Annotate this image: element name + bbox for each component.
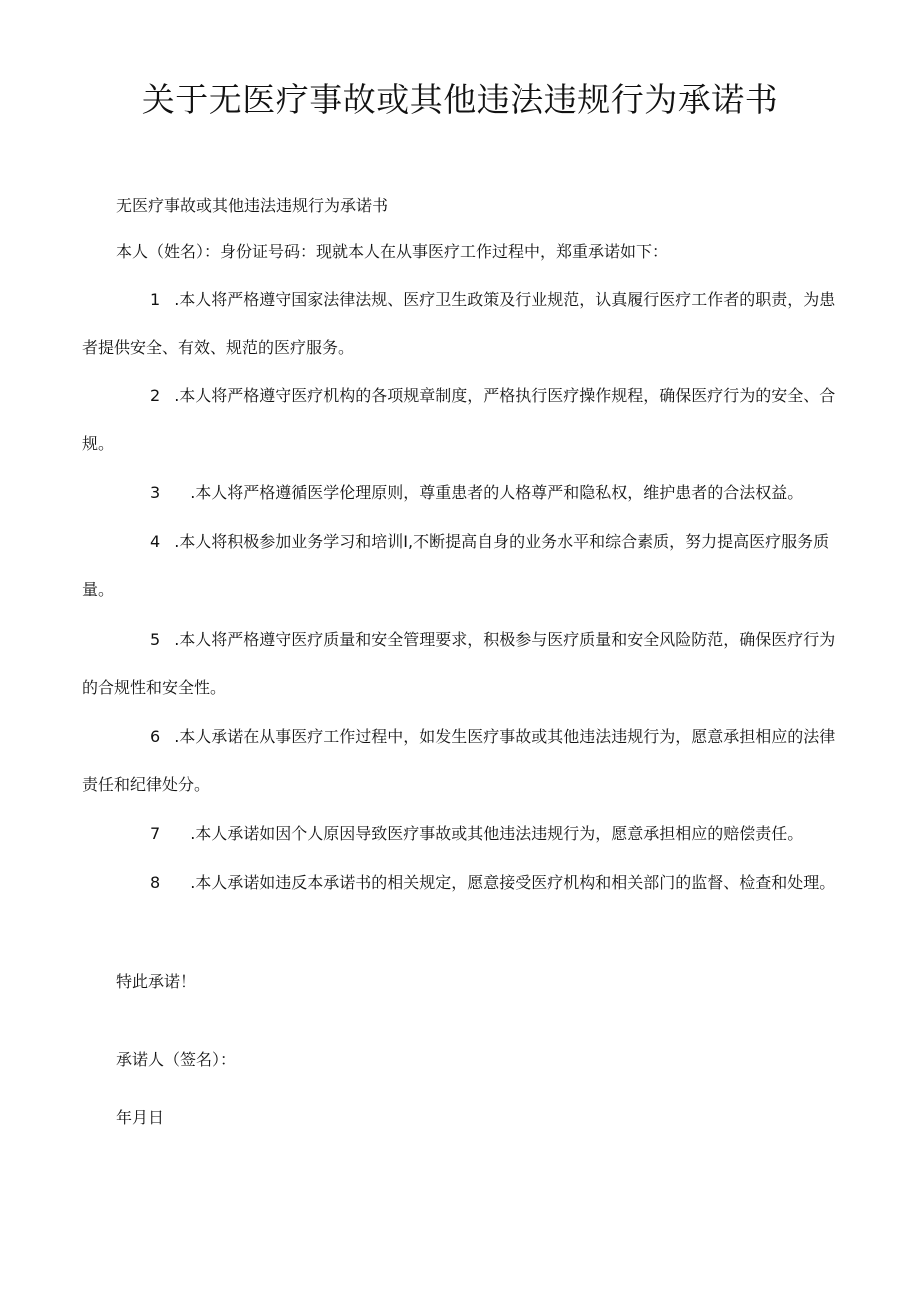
- commitment-item-8: [82, 859, 842, 907]
- date-label: 年月日: [116, 1108, 165, 1127]
- item-text: .本人承诺如因个人原因导致医疗事故或其他违法违规行为，愿意承担相应的赔偿责任。: [190, 824, 804, 843]
- intro-text: 本人（姓名）：身份证号码：现就本人在从事医疗工作过程中，郑重承诺如下：: [116, 242, 669, 261]
- commitment-item-7: [82, 810, 842, 858]
- item-text: .本人将严格遵守医疗质量和安全管理要求，积极参与医疗质量和安全风险防范，确保医疗行为的合规性和安全性。: [82, 630, 836, 697]
- closing-statement: [82, 958, 842, 1006]
- item-text: .本人承诺在从事医疗工作过程中，如发生医疗事故或其他违法违规行为，愿意承担相应的法律责任和纪律处分。: [82, 727, 836, 794]
- item-text: .本人承诺如违反本承诺书的相关规定，愿意接受医疗机构和相关部门的监督、检查和处理。: [190, 873, 836, 892]
- item-number: 6: [150, 727, 161, 746]
- closing-text: 特此承诺！: [116, 972, 197, 991]
- item-number: 3: [150, 483, 161, 502]
- item-number: 5: [150, 630, 161, 649]
- commitment-item-6: [82, 713, 842, 809]
- item-text: .本人将积极参加业务学习和培训I,不断提高自身的业务水平和综合素质，努力提高医疗服务质量。: [82, 532, 830, 599]
- commitment-item-1: [82, 276, 842, 372]
- commitment-item-2: [82, 372, 842, 468]
- item-text: .本人将严格遵循医学伦理原则，尊重患者的人格尊严和隐私权，维护患者的合法权益。: [190, 483, 804, 502]
- commitment-item-4: [82, 518, 842, 614]
- commitment-item-5: [82, 616, 842, 712]
- signature-label: 承诺人（签名）：: [116, 1050, 237, 1069]
- item-number: 2: [150, 386, 161, 405]
- item-number: 1: [150, 290, 161, 309]
- item-number: 8: [150, 873, 161, 892]
- item-number: 7: [150, 824, 161, 843]
- item-text: .本人将严格遵守医疗机构的各项规章制度，严格执行医疗操作规程，确保医疗行为的安全、合规。: [82, 386, 836, 453]
- item-number: 4: [150, 532, 161, 551]
- subtitle-text: 无医疗事故或其他违法违规行为承诺书: [116, 196, 389, 215]
- item-text: .本人将严格遵守国家法律法规、医疗卫生政策及行业规范，认真履行医疗工作者的职责，为患者提供安全、有效、规范的医疗服务。: [82, 290, 836, 357]
- document-subtitle: [82, 182, 842, 230]
- document-title: 关于无医疗事故或其他违法违规行为承诺书: [141, 80, 779, 119]
- signature-line: [82, 1036, 842, 1084]
- date-line: [82, 1094, 842, 1142]
- commitment-item-3: [82, 469, 842, 517]
- intro-paragraph: [82, 228, 842, 276]
